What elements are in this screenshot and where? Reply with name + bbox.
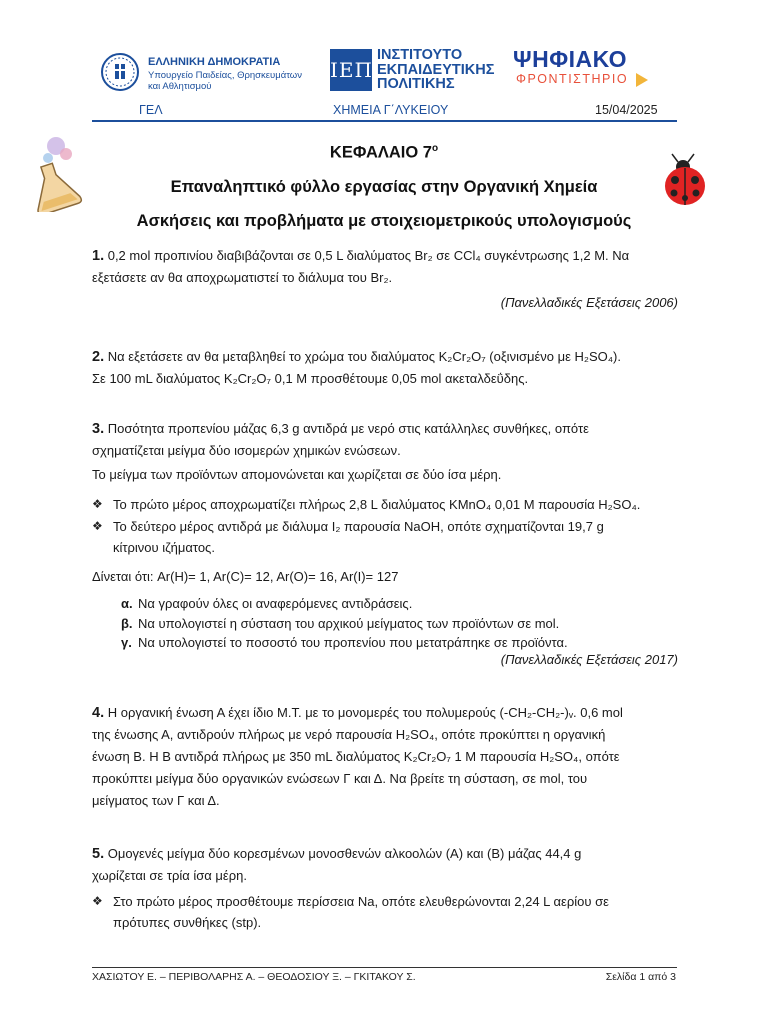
header-subject: ΧΗΜΕΙΑ Γ΄ΛΥΚΕΙΟΥ: [333, 103, 449, 117]
footer-divider: [92, 967, 677, 968]
ministry-subtitle: Υπουργείο Παιδείας, Θρησκευμάτων και Αθλητισμού: [148, 70, 302, 92]
greek-emblem-icon: [100, 52, 140, 92]
iep-logo-box: ΙΕΠ: [330, 49, 372, 91]
footer-authors: ΧΑΣΙΩΤΟΥ Ε. – ΠΕΡΙΒΟΛΑΡΗΣ Α. – ΘΕΟΔΟΣΙΟΥ Ξ. – ΓΚΙΤΑΚΟΥ Σ.: [92, 971, 416, 983]
exercise-number: 2.: [92, 349, 105, 365]
diamond-bullet-icon: ❖: [92, 519, 103, 533]
exercise-3: 3. Ποσότητα προπενίου μάζας 6,3 g αντιδρά με νερό στις κατάλληλες συνθήκες, οπότε σχηματίζεται μείγμα δύο ισομερών χημικών ενώσεων.: [92, 421, 589, 458]
iep-logo-text: ΙΝΣΤΙΤΟΥΤΟ ΕΚΠΑΙΔΕΥΤΙΚΗΣ ΠΟΛΙΤΙΚΗΣ: [377, 47, 495, 92]
play-triangle-icon: [636, 73, 648, 87]
diamond-bullet-icon: ❖: [92, 497, 103, 511]
exercise-3-intro: Το μείγμα των προϊόντων απομονώνεται και χωρίζεται σε δύο ίσα μέρη.: [92, 467, 502, 482]
psifiako-logo-title: ΨΗΦΙΑΚΟ: [513, 46, 628, 72]
flask-icon: [20, 128, 88, 212]
exercise-3-question-c: γ. Να υπολογιστεί το ποσοστό του προπενίου που μετατράπηκε σε προϊόντα.: [121, 635, 568, 650]
exercise-3-bullet-2: ❖ Το δεύτερο μέρος αντιδρά με διάλυμα I₂ παρουσία NaOH, οπότε σχηματίζονται 19,7 g κίτρινου ιζήματος.: [92, 516, 678, 560]
exercise-4: 4. Η οργανική ένωση Α έχει ίδιο Μ.Τ. με το μονομερές του πολυμερούς (-CH₂-CH₂-)ᵥ. 0,6 mol της ένωσης Α, αντιδρούν πλήρως με νερό παρουσία H₂SO₄, οπότε προκύπτει η οργανική ένωση Β. Η Β αντιδρά πλήρως με 350 mL διαλύματος K₂Cr₂O₇ 1 M παρουσία H₂SO₄, οπότε προκύπτει μείγμα δύο οργανικών ενώσεων Γ και Δ. Να βρείτε τη σύσταση, σε mol, του μείγματος των Γ και Δ.: [92, 705, 623, 808]
chapter-title: ΚΕΦΑΛΑΙΟ $7^o$: [329, 143, 439, 162]
exercise-3-question-a: α. Να γραφούν όλες οι αναφερόμενες αντιδράσεις.: [121, 596, 413, 611]
header-school: ΓΕΛ: [139, 103, 163, 117]
exercise-1: 1. 0,2 mol προπινίου διαβιβάζονται σε 0,5 L διαλύματος Br₂ σε CCl₄ συγκέντρωσης 1,2 M. Να εξετάσετε αν θα αποχρωματιστεί το διάλυμα του Br₂.: [92, 248, 630, 285]
exercise-5-bullet-1: ❖ Στο πρώτο μέρος προσθέτουμε περίσσεια Na, οπότε ελευθερώνονται 2,24 L αερίου σε πρότυπες συνθήκες (stp).: [92, 891, 678, 935]
ministry-logo: [100, 50, 315, 94]
footer-page-number: Σελίδα 1 από 3: [605, 971, 676, 983]
exercise-3-given: Δίνεται ότι: Ar(H)= 1, Ar(C)= 12, Ar(O)= 16, Ar(I)= 127: [92, 569, 399, 584]
exercise-1-source: (Πανελλαδικές Εξετάσεις 2006): [500, 295, 678, 310]
exercise-number: 4.: [92, 705, 105, 721]
exercise-number: 5.: [92, 846, 105, 862]
exercise-5: 5. Ομογενές μείγμα δύο κορεσμένων μονοσθενών αλκοολών (Α) και (Β) μάζας 44,4 g χωρίζεται σε τρία ίσα μέρη.: [92, 846, 582, 883]
ministry-title: ΕΛΛΗΝΙΚΗ ΔΗΜΟΚΡΑΤΙΑ: [148, 56, 281, 68]
exercise-2: 2. Να εξετάσετε αν θα μεταβληθεί το χρώμα του διαλύματος K₂Cr₂O₇ (οξινισμένο με H₂SO₄). Σε 100 mL διαλύματος K₂Cr₂O₇ 0,1 M προσθέτουμε 0,05 mol ακεταλδεΰδης.: [92, 349, 621, 386]
psifiako-logo: [513, 48, 653, 94]
iep-logo: [330, 49, 500, 95]
psifiako-logo-subtitle: ΦΡΟΝΤΙΣΤΗΡΙΟ: [516, 72, 629, 86]
exercise-3-source: (Πανελλαδικές Εξετάσεις 2017): [500, 652, 678, 667]
exercise-number: 1.: [92, 248, 105, 264]
exercise-3-question-b: β. Να υπολογιστεί η σύσταση του αρχικού μείγματος των προϊόντων σε mol.: [121, 616, 560, 631]
topic-title: Ασκήσεις και προβλήματα με στοιχειομετρικούς υπολογισμούς: [136, 212, 632, 230]
diamond-bullet-icon: ❖: [92, 894, 103, 908]
worksheet-title: Επαναληπτικό φύλλο εργασίας στην Οργανική Χημεία: [170, 178, 598, 196]
exercise-number: 3.: [92, 421, 105, 437]
header-divider: [92, 120, 677, 122]
header-date: 15/04/2025: [595, 103, 658, 117]
